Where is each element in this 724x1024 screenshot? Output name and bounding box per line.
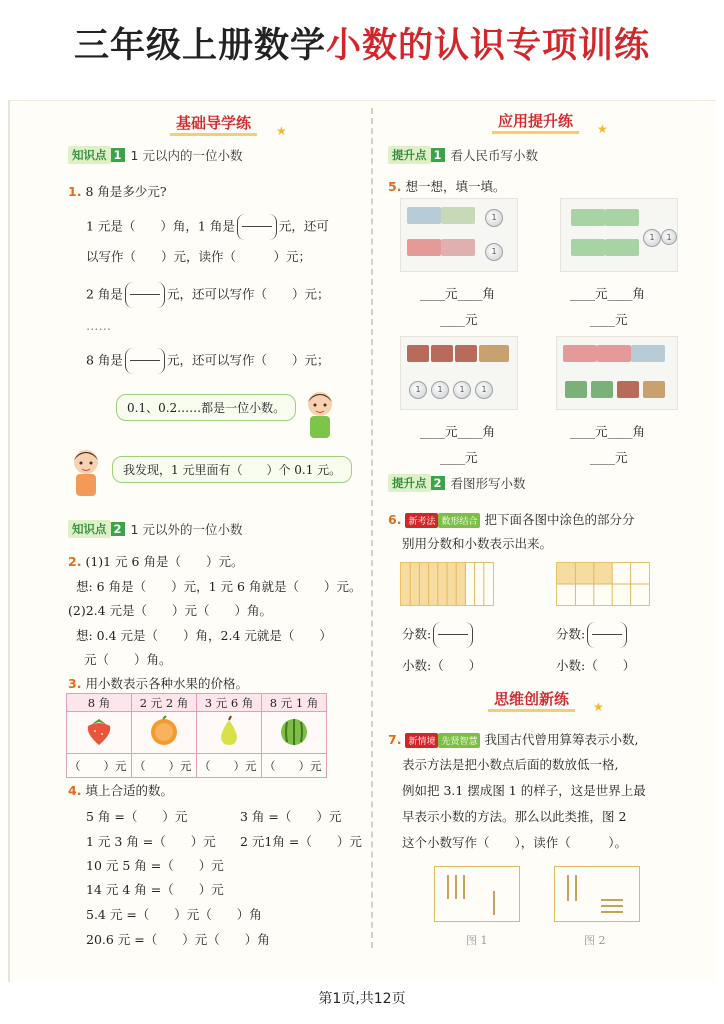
- rod: [493, 891, 495, 915]
- kp-num: 1: [111, 148, 125, 162]
- column-divider: [371, 108, 373, 948]
- fruit-row: [67, 712, 327, 754]
- money-picture-2: [560, 198, 678, 272]
- coin-icon: 1: [485, 243, 503, 261]
- speech-bubble-discover: 我发现，1 元里面有（ ）个 0.1 元。: [112, 456, 352, 483]
- counting-rod-figure-2: [554, 866, 640, 922]
- q1-text: 2 角是: [86, 286, 123, 302]
- question-prompt: 填上合适的数。: [85, 783, 173, 798]
- banknote-icon: [631, 345, 665, 362]
- q5-answer-4b[interactable]: ____元: [590, 450, 628, 465]
- q2-line-2: 想: 6 角是（ ）元，1 元 6 角就是（ ）元。: [76, 579, 362, 594]
- knowledge-point-1: [68, 146, 242, 164]
- answer-blank[interactable]: （ ）元: [262, 754, 327, 778]
- orange-icon: [147, 714, 181, 748]
- kp-tag: 提升点: [388, 146, 431, 164]
- banknote-icon: [605, 239, 639, 256]
- coin-icon: 1: [453, 381, 471, 399]
- banknote-icon: [605, 209, 639, 226]
- q4-line-2a: 1 元 3 角 =（ ）元: [86, 834, 216, 849]
- rod: [575, 875, 577, 901]
- figure-1-caption: 图 1: [466, 934, 488, 947]
- rod: [601, 899, 623, 901]
- figure-2-caption: 图 2: [584, 934, 606, 947]
- q6-decimal-2[interactable]: 小数:（ ）: [556, 658, 636, 673]
- fraction-blank[interactable]: [237, 214, 277, 240]
- q4-line-3: 10 元 5 角 =（ ）元: [86, 858, 224, 873]
- q6-line-2: 别用分数和小数表示出来。: [402, 536, 553, 551]
- q1-text: 元，还可以写作（ ）元；: [166, 352, 330, 368]
- question-1: [68, 182, 167, 200]
- banknote-icon: [571, 209, 605, 226]
- price-cell: 8 角: [67, 694, 132, 712]
- speech-bubble-decimal: 0.1、0.2……都是一位小数。: [116, 394, 296, 421]
- banknote-icon: [441, 239, 475, 256]
- counting-rod-figure-1: [434, 866, 520, 922]
- section-title-apply: 应用提升练: [492, 110, 579, 134]
- q7-line-5: 这个小数写作（ ），读作（ ）。: [402, 835, 628, 850]
- question-5: [388, 177, 505, 195]
- section-title-basic: 基础导学练: [170, 112, 257, 136]
- banknote-icon: [571, 239, 605, 256]
- kp-text: 看图形写小数: [450, 476, 526, 491]
- strawberry-icon: [82, 714, 116, 748]
- q1-text: 8 角是: [86, 352, 123, 368]
- q2-text: (1)1 元 6 角是（ ）元。: [85, 554, 244, 569]
- q5-answer-3b[interactable]: ____元: [440, 450, 478, 465]
- banknote-icon: [407, 239, 441, 256]
- new-method-badge: 新考法: [405, 513, 438, 528]
- star-icon: ★: [276, 124, 287, 138]
- money-picture-1: [400, 198, 518, 272]
- question-number: 7.: [388, 732, 402, 747]
- q5-answer-1a[interactable]: ____元____角: [420, 286, 496, 301]
- price-cell: 3 元 6 角: [197, 694, 262, 712]
- q1-text: 1 元是（ ）角，1 角是: [86, 218, 235, 234]
- fruit-cell: [67, 712, 132, 754]
- q5-answer-1b[interactable]: ____元: [440, 312, 478, 327]
- q6-fraction-1: [402, 622, 475, 648]
- melon-icon: [277, 714, 311, 748]
- q1-line-5: [86, 348, 329, 374]
- q5-answer-3a[interactable]: ____元____角: [420, 424, 496, 439]
- kp-num: 2: [431, 476, 445, 490]
- q2-line-3: (2)2.4 元是（ ）元（ ）角。: [68, 603, 273, 618]
- q5-answer-4a[interactable]: ____元____角: [570, 424, 646, 439]
- title-main: 三年级上册数学: [73, 26, 326, 66]
- shaded-figure-2: [556, 562, 650, 606]
- q4-line-1b: 3 角 =（ ）元: [240, 809, 342, 824]
- cell-grid: [557, 563, 649, 605]
- question-prompt: 8 角是多少元?: [85, 184, 167, 199]
- rod: [463, 875, 465, 899]
- q7-line-4: 早表示小数的方法。那么以此类推，图 2: [402, 809, 627, 824]
- fraction-blank[interactable]: [433, 622, 473, 648]
- q4-line-2b: 2 元1角 =（ ）元: [240, 834, 362, 849]
- q1-ellipsis: ……: [86, 318, 111, 333]
- rod: [447, 875, 449, 899]
- kp-num: 2: [111, 522, 125, 536]
- shape-number-badge: 数形结合: [438, 513, 480, 528]
- coin-icon: 1: [661, 229, 677, 245]
- coin-icon: 1: [409, 381, 427, 399]
- banknote-icon: [617, 381, 639, 398]
- question-7: [388, 730, 638, 748]
- q4-line-4: 14 元 4 角 =（ ）元: [86, 882, 224, 897]
- q5-answer-2a[interactable]: ____元____角: [570, 286, 646, 301]
- kp-num: 1: [431, 148, 445, 162]
- q4-line-1a: 5 角 =（ ）元: [86, 809, 188, 824]
- kp-text: 1 元以内的一位小数: [130, 148, 243, 163]
- page-number: 第1页,共12页: [318, 991, 406, 1007]
- q7-line-3: 例如把 3.1 摆成图 1 的样子，这是世界上最: [402, 783, 646, 798]
- kp-text: 看人民币写小数: [450, 148, 539, 163]
- q4-line-5: 5.4 元 =（ ）元（ ）角: [86, 907, 262, 922]
- fraction-label: 分数:: [556, 626, 586, 642]
- answer-blank[interactable]: （ ）元: [197, 754, 262, 778]
- rod: [601, 905, 623, 907]
- improve-point-1: [388, 146, 538, 164]
- banknote-icon: [643, 381, 665, 398]
- answer-row: [67, 754, 327, 778]
- fraction-label: 分数:: [402, 626, 432, 642]
- q1-line-1: [86, 214, 329, 240]
- question-number: 5.: [388, 179, 402, 194]
- strip-grid: [401, 563, 493, 605]
- kp-tag: 知识点: [68, 520, 111, 538]
- fraction-blank[interactable]: [125, 282, 165, 308]
- shaded-figure-1: [400, 562, 494, 606]
- boy-icon: [300, 388, 340, 444]
- banknote-icon: [479, 345, 509, 362]
- kp-tag: 知识点: [68, 146, 111, 164]
- banknote-icon: [565, 381, 587, 398]
- fruit-cell: [262, 712, 327, 754]
- banknote-icon: [597, 345, 631, 362]
- improve-point-2: [388, 474, 526, 492]
- question-2: [68, 552, 244, 570]
- question-3: [68, 674, 248, 692]
- q1-line-2: 以写作（ ）元，读作（ ）元；: [86, 249, 312, 264]
- banknote-icon: [407, 345, 429, 362]
- answer-blank[interactable]: （ ）元: [132, 754, 197, 778]
- question-number: 1.: [68, 184, 82, 199]
- money-picture-4: [556, 336, 678, 410]
- rod: [601, 911, 623, 913]
- banknote-icon: [431, 345, 453, 362]
- q7-text: 我国古代曾用算筹表示小数,: [484, 732, 639, 747]
- q1-text: 元，还可以写作（ ）元；: [166, 286, 330, 302]
- question-6: [388, 510, 634, 528]
- kp-tag: 提升点: [388, 474, 431, 492]
- knowledge-point-2: [68, 520, 242, 538]
- rod: [455, 875, 457, 899]
- answer-blank[interactable]: （ ）元: [67, 754, 132, 778]
- rod: [567, 875, 569, 901]
- q1-line-3: [86, 282, 329, 308]
- sage-wisdom-badge: 先贤智慧: [438, 733, 480, 748]
- kp-text: 1 元以外的一位小数: [130, 522, 243, 537]
- coin-icon: 1: [485, 209, 503, 227]
- star-icon: ★: [593, 700, 604, 714]
- coin-icon: 1: [643, 229, 661, 247]
- question-prompt: 想一想，填一填。: [405, 179, 506, 194]
- q6-fraction-2: [556, 622, 629, 648]
- money-picture-3: [400, 336, 518, 410]
- section-title-innovate: 思维创新练: [488, 688, 575, 712]
- question-number: 6.: [388, 512, 402, 527]
- fruit-price-table: [66, 693, 327, 778]
- q2-line-4: 想: 0.4 元是（ ）角，2.4 元就是（ ）: [76, 628, 332, 643]
- banknote-icon: [591, 381, 613, 398]
- page-title: [0, 18, 724, 68]
- coin-icon: 1: [431, 381, 449, 399]
- question-number: 3.: [68, 676, 82, 691]
- q1-text: 元，还可: [278, 218, 329, 234]
- boy-icon: [66, 446, 106, 502]
- fruit-cell: [197, 712, 262, 754]
- price-row: [67, 694, 327, 712]
- banknote-icon: [407, 207, 441, 224]
- pear-icon: [212, 714, 246, 748]
- q6-decimal-1[interactable]: 小数:（ ）: [402, 658, 482, 673]
- star-icon: ★: [597, 122, 608, 136]
- question-number: 4.: [68, 783, 82, 798]
- q6-text: 把下面各图中涂色的部分分: [484, 512, 635, 527]
- q7-line-2: 表示方法是把小数点后面的数放低一格,: [402, 757, 619, 772]
- price-cell: 2 元 2 角: [132, 694, 197, 712]
- banknote-icon: [455, 345, 477, 362]
- banknote-icon: [563, 345, 597, 362]
- banknote-icon: [441, 207, 475, 224]
- coin-icon: 1: [475, 381, 493, 399]
- q4-line-6: 20.6 元 =（ ）元（ ）角: [86, 932, 270, 947]
- fraction-blank[interactable]: [125, 348, 165, 374]
- question-prompt: 用小数表示各种水果的价格。: [85, 676, 248, 691]
- q2-line-5: 元（ ）角。: [84, 652, 172, 667]
- fruit-cell: [132, 712, 197, 754]
- title-topic: 小数的认识专项训练: [326, 26, 651, 66]
- price-cell: 8 元 1 角: [262, 694, 327, 712]
- q5-answer-2b[interactable]: ____元: [590, 312, 628, 327]
- new-context-badge: 新情境: [405, 733, 438, 748]
- question-number: 2.: [68, 554, 82, 569]
- question-4: [68, 781, 173, 799]
- fraction-blank[interactable]: [587, 622, 627, 648]
